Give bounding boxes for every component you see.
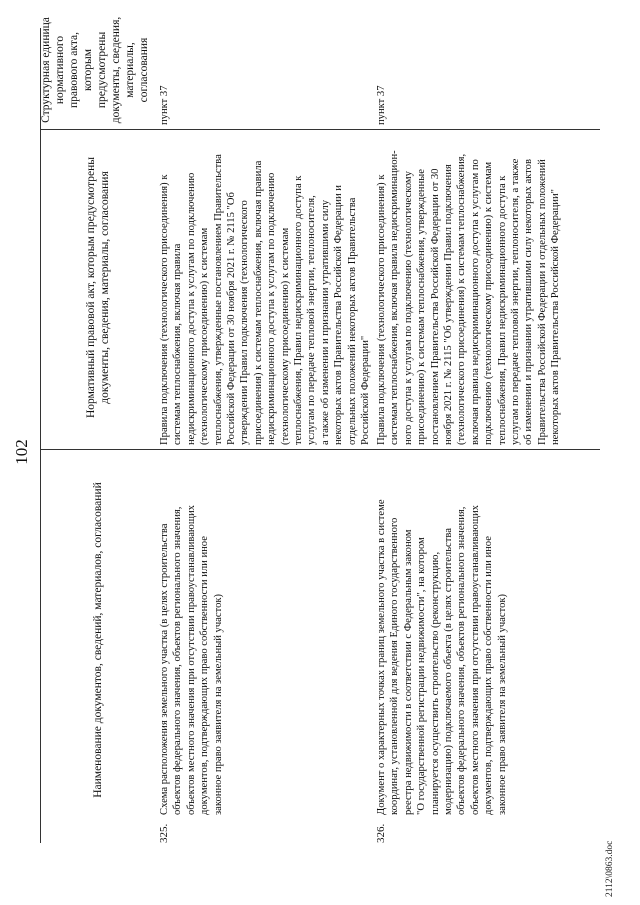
row-326-name: [375, 455, 509, 815]
cell-line: законное право заявителя на земельный участок): [496, 593, 508, 815]
cell-line: подключению (технологическому присоединению) к системам: [483, 161, 495, 445]
cell-line: объектов федерального значения, объектов регионального значения,: [456, 506, 468, 815]
header-unit: [40, 15, 150, 125]
cell-line: Российской Федерации от 30 ноября 2021 г. № 2115 "Об: [226, 192, 238, 445]
cell-line: Правила подключения (технологического присоединения) к: [376, 174, 387, 445]
cell-line: теплоснабжения, Правил недискриминационного доступа к: [293, 175, 305, 445]
row-326-number: 326.: [375, 823, 387, 843]
column-divider-1: [40, 449, 600, 450]
header-line: документы, сведения,: [110, 16, 122, 124]
cell-line: объектов местного значения при отсутствии правоустанавливающих: [469, 505, 481, 815]
cell-line: ноября 2021 г. № 2115 "Об утверждении Правил подключения: [443, 164, 455, 445]
cell-line: объектов местного значения при отсутствии правоустанавливающих: [185, 505, 197, 815]
cell-line: некоторых актов Правительства Российской Федерации и: [333, 185, 345, 445]
header-line: материалы, согласования: [124, 37, 150, 103]
cell-line: присоединения) к системам теплоснабжения, включая правила: [252, 160, 264, 445]
cell-line: Российской Федерации": [360, 335, 372, 445]
cell-line: некоторых актов Правительства Российской Федерации": [550, 189, 562, 445]
header-line: нормативного правового акта,: [54, 32, 80, 108]
cell-line: реестра недвижимости в соответствии с Федеральным законом: [402, 529, 414, 815]
header-line: Нормативный правовой акт, которым предусмотрены: [84, 156, 97, 419]
cell-line: ного доступа к услугам по подключению (технологическому: [402, 171, 414, 445]
cell-line: планируется осуществить строительство (реконструкцию,: [429, 551, 441, 815]
cell-line: об изменении и признании утратившими силу некоторых актов: [523, 159, 535, 445]
cell-line: Документ о характерных точках границ земельного участка в системе: [376, 499, 387, 815]
header-act: [60, 140, 135, 435]
row-326-unit: пункт 37: [376, 85, 387, 125]
cell-line: (технологическому присоединению) к системам: [199, 227, 211, 445]
header-name: [60, 460, 135, 820]
cell-line: Схема расположения земельного участка (в целях строительства: [159, 523, 170, 815]
page-number: 102: [12, 439, 31, 465]
cell-line: включая правила недискриминационного доступа к услугам по: [469, 159, 481, 445]
row-325-act: [158, 133, 373, 445]
row-326-act: [375, 133, 563, 445]
cell-line: документов, подтверждающих право собственности или иное: [199, 536, 211, 815]
cell-line: Правительства Российской Федерации и отдельных положений: [536, 159, 548, 445]
cell-line: услугам по передаче тепловой энергии, теплоносителя, а также: [510, 158, 522, 445]
header-line: которым предусмотрены: [82, 31, 108, 109]
header-line: Наименование документов, сведений, материалов, согласований: [91, 482, 104, 798]
cell-line: системам теплоснабжения, включая правила: [172, 243, 184, 445]
cell-line: (технологическому присоединению) к системам: [279, 227, 291, 445]
cell-line: недискриминационного доступа к услугам по подключению: [266, 172, 278, 445]
cell-line: "О государственной регистрации недвижимости", на котором: [416, 537, 428, 815]
header-line: Структурная единица: [40, 17, 52, 123]
cell-line: а также об изменении и признании утратившими силу: [319, 199, 331, 445]
row-325-number: 325.: [158, 823, 170, 843]
cell-line: услугам по передаче тепловой энергии, теплоносителя,: [306, 195, 318, 445]
cell-line: координат, установленной для ведения Единого государственного: [389, 517, 401, 815]
cell-line: объектов федерального значения, объектов регионального значения,: [172, 506, 184, 815]
cell-line: теплоснабжения, Правил недискриминационного доступа к: [496, 175, 508, 445]
document-id-footer: 2112\0863.doc: [605, 840, 615, 897]
cell-line: присоединению) к системам теплоснабжения, утвержденные: [416, 169, 428, 445]
header-line: документы, сведения, материалы, согласования: [98, 171, 111, 404]
cell-line: отдельных положений некоторых актов Правительства: [346, 197, 358, 445]
cell-line: недискриминационного доступа к услугам по подключению: [185, 172, 197, 445]
cell-line: модернизацию) подключаемого объекта (в целях строительства: [443, 528, 455, 815]
cell-line: системам теплоснабжения, включая правила недискриминацион-: [389, 150, 401, 445]
table-top-border: [40, 28, 41, 843]
cell-line: теплоснабжения, утвержденные постановлением Правительства: [212, 154, 224, 445]
cell-line: утверждении Правил подключения (технологического: [239, 200, 251, 445]
cell-line: законное право заявителя на земельный участок): [212, 593, 224, 815]
cell-line: Правила подключения (технологического присоединения) к: [159, 174, 170, 445]
column-divider-2: [40, 129, 600, 130]
row-325-name: [158, 455, 225, 815]
cell-line: (технологического присоединения) к системам теплоснабжения,: [456, 153, 468, 445]
row-325-unit: пункт 37: [159, 85, 170, 125]
cell-line: документов, подтверждающих право собственности или иное: [483, 536, 495, 815]
cell-line: постановлением Правительства Российской Федерации от 30: [429, 168, 441, 445]
